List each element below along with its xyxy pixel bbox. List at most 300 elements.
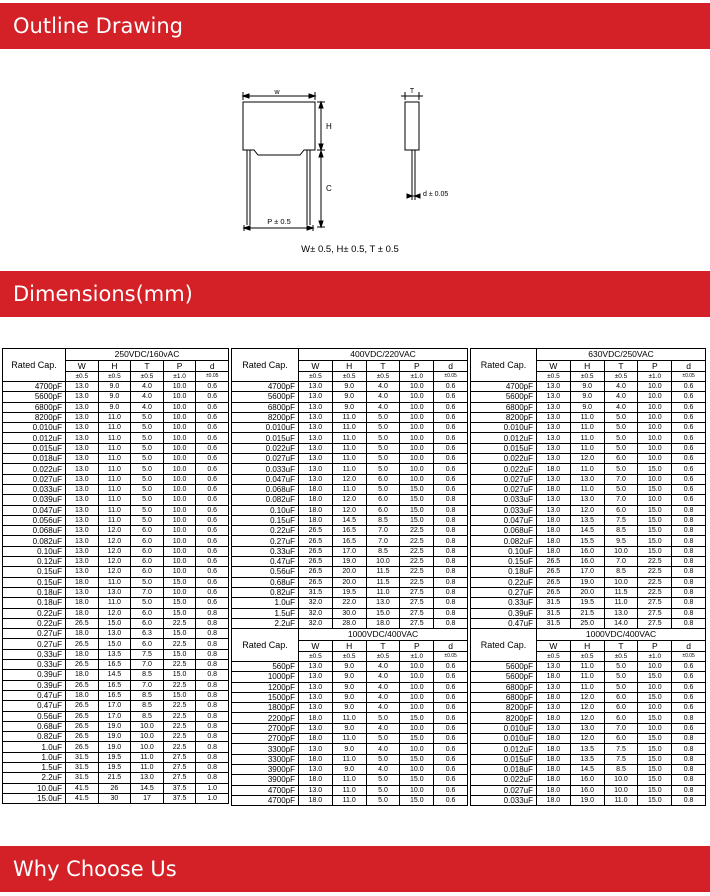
tolerance-cell: ±0.5: [299, 652, 333, 662]
capacitance-cell: 0.047uF: [471, 515, 537, 525]
dimension-cell: 0.6: [434, 474, 468, 484]
table-row: [232, 505, 468, 515]
voltage-header: 250VDC/160vAC: [66, 349, 229, 361]
table-row: [471, 536, 706, 546]
dimension-cell: 11.0: [570, 464, 604, 474]
dimension-cell: 37.5: [163, 783, 196, 793]
dimension-cell: 9.0: [332, 402, 366, 412]
capacitance-cell: 0.082uF: [3, 536, 66, 546]
capacitance-cell: 4700pF: [232, 785, 299, 795]
voltage-header: 1000VDC/400VAC: [299, 629, 468, 641]
dimension-cell: 19.0: [570, 577, 604, 587]
tolerance-cell: ±0.5: [131, 372, 164, 382]
capacitance-cell: 8200pF: [471, 703, 537, 713]
dimension-cell: 0.8: [434, 567, 468, 577]
dimension-cell: 15.0: [366, 608, 400, 618]
table-row: [3, 629, 229, 639]
dimension-cell: 12.0: [98, 546, 131, 556]
dimension-cell: 0.6: [672, 412, 706, 422]
column-header: P: [638, 641, 672, 652]
column-header: d: [672, 361, 706, 372]
dimension-cell: 0.6: [672, 382, 706, 392]
dimension-cell: 12.0: [570, 713, 604, 723]
capacitance-cell: 0.56uF: [232, 567, 299, 577]
dimension-cell: 13.0: [66, 382, 99, 392]
dimension-cell: 13.0: [537, 662, 571, 672]
table-row: [471, 692, 706, 702]
capacitance-cell: 0.39uF: [471, 608, 537, 618]
dimension-cell: 0.8: [196, 742, 229, 752]
table-row: [3, 618, 229, 628]
dimension-cell: 0.8: [196, 711, 229, 721]
dimension-cell: 30: [98, 793, 131, 803]
table-row: [471, 795, 706, 805]
dimension-cell: 18.0: [537, 526, 571, 536]
dimension-cell: 10.0: [400, 764, 434, 774]
dimension-cell: 10.0: [400, 672, 434, 682]
dimension-cell: 12.0: [332, 505, 366, 515]
dimension-cell: 18.0: [366, 618, 400, 628]
dimension-cell: 14.5: [332, 515, 366, 525]
dimension-cell: 13.0: [299, 412, 333, 422]
dimension-cell: 0.8: [196, 670, 229, 680]
dimension-cell: 18.0: [537, 536, 571, 546]
dimension-cell: 0.6: [434, 754, 468, 764]
dimension-cell: 19.0: [98, 732, 131, 742]
dimension-cell: 0.8: [196, 752, 229, 762]
dimension-cell: 0.8: [672, 744, 706, 754]
capacitance-cell: 3900pF: [232, 775, 299, 785]
dimension-cell: 5.0: [604, 484, 638, 494]
dimension-cell: 10.0: [163, 546, 196, 556]
dimension-cell: 4.0: [366, 723, 400, 733]
dimension-cell: 5.0: [366, 412, 400, 422]
dimension-cell: 14.0: [604, 618, 638, 628]
dimension-cell: 10.0: [163, 526, 196, 536]
dimension-cell: 16.0: [570, 546, 604, 556]
dimension-cell: 0.6: [196, 412, 229, 422]
capacitance-cell: 0.010uF: [232, 423, 299, 433]
capacitance-cell: 560pF: [232, 662, 299, 672]
table-row: [232, 744, 468, 754]
dimension-cell: 5.0: [131, 577, 164, 587]
rated-cap-header: Rated Cap.: [3, 349, 66, 382]
dimension-cell: 5.0: [366, 734, 400, 744]
dimension-cell: 15.0: [400, 505, 434, 515]
dimension-cell: 0.6: [434, 464, 468, 474]
table-row: [232, 577, 468, 587]
dimension-cell: 0.6: [196, 474, 229, 484]
dimension-cell: 13.0: [537, 392, 571, 402]
dimension-cell: 9.0: [332, 682, 366, 692]
dimension-cell: 14.5: [131, 783, 164, 793]
capacitance-cell: 8200pF: [471, 713, 537, 723]
dimension-cell: 0.8: [196, 762, 229, 772]
dimension-cell: 13.0: [299, 474, 333, 484]
dimension-cell: 0.8: [434, 505, 468, 515]
dimension-cell: 18.0: [299, 795, 333, 805]
dimension-cell: 15.0: [400, 713, 434, 723]
dimension-cell: 0.6: [672, 402, 706, 412]
dimension-cell: 26: [98, 783, 131, 793]
dimension-cell: 26.5: [66, 639, 99, 649]
dimension-cell: 18.0: [537, 744, 571, 754]
dimension-cell: 11.0: [570, 433, 604, 443]
table-row: [471, 775, 706, 785]
outline-drawing-banner: Outline Drawing: [0, 3, 710, 49]
dimension-cell: 0.6: [196, 433, 229, 443]
table-row: [3, 433, 229, 443]
dimension-cell: 15.0: [638, 795, 672, 805]
dimension-cell: 0.6: [434, 775, 468, 785]
dimension-cell: 5.0: [131, 464, 164, 474]
dimension-cell: 12.0: [98, 557, 131, 567]
table-row: [471, 598, 706, 608]
dimension-cell: 18.0: [299, 775, 333, 785]
dimension-cell: 13.0: [66, 515, 99, 525]
dimension-cell: 13.0: [537, 474, 571, 484]
dimension-cell: 0.6: [196, 382, 229, 392]
capacitance-cell: 1.0uF: [3, 752, 66, 762]
dimension-cell: 10.0: [638, 433, 672, 443]
dimension-cell: 7.0: [604, 495, 638, 505]
dimension-cell: 11.0: [98, 495, 131, 505]
table-row: [232, 515, 468, 525]
dimension-cell: 5.0: [604, 662, 638, 672]
capacitance-cell: 2.2uF: [3, 773, 66, 783]
dimension-cell: 4.0: [604, 382, 638, 392]
dimension-cell: 32.0: [299, 618, 333, 628]
capacitance-cell: 3300pF: [232, 744, 299, 754]
capacitance-cell: 4700pF: [232, 795, 299, 805]
dimension-cell: 0.6: [672, 682, 706, 692]
table-row: [471, 577, 706, 587]
capacitance-cell: 0.022uF: [471, 775, 537, 785]
dimension-cell: 0.8: [434, 515, 468, 525]
capacitance-cell: 15.0uF: [3, 793, 66, 803]
capacitance-cell: 0.15uF: [471, 557, 537, 567]
dimension-cell: 15.0: [638, 536, 672, 546]
capacitance-cell: 0.033uF: [232, 464, 299, 474]
table-row: [471, 546, 706, 556]
dimension-cell: 15.0: [638, 505, 672, 515]
table-row: [232, 703, 468, 713]
dimension-cell: 13.0: [66, 495, 99, 505]
dimension-cell: 5.0: [131, 412, 164, 422]
dimension-cell: 0.6: [196, 598, 229, 608]
dimension-cell: 10.0: [604, 785, 638, 795]
dimension-cell: 6.0: [131, 608, 164, 618]
dimension-cell: 4.0: [366, 744, 400, 754]
dimension-cell: 17.0: [98, 701, 131, 711]
dimension-cell: 10.0: [400, 744, 434, 754]
capacitance-cell: 0.022uF: [3, 464, 66, 474]
dimension-cell: 18.0: [537, 692, 571, 702]
capacitance-cell: 0.33uF: [3, 649, 66, 659]
table-row: [3, 587, 229, 597]
table-row: [232, 713, 468, 723]
dimensions-banner: Dimensions(mm): [0, 271, 710, 317]
dimension-cell: 0.8: [196, 690, 229, 700]
dimension-cell: 10.0: [638, 402, 672, 412]
dimension-cell: 4.0: [131, 402, 164, 412]
capacitance-cell: 0.22uF: [471, 577, 537, 587]
dimension-cell: 13.0: [131, 773, 164, 783]
dimension-cell: 8.5: [366, 515, 400, 525]
capacitance-cell: 0.12uF: [3, 557, 66, 567]
dimension-cell: 0.8: [672, 764, 706, 774]
dimension-cell: 37.5: [163, 793, 196, 803]
capacitance-cell: 6800pF: [471, 692, 537, 702]
capacitance-cell: 4700pF: [3, 382, 66, 392]
dimension-cell: 13.0: [604, 608, 638, 618]
table-row: [471, 412, 706, 422]
dimension-cell: 11.0: [332, 713, 366, 723]
capacitance-cell: 0.010uF: [471, 723, 537, 733]
tolerance-cell: ±0.05: [672, 652, 706, 662]
dimension-cell: 9.0: [332, 744, 366, 754]
table-row: [471, 682, 706, 692]
dimension-cell: 10.0: [604, 546, 638, 556]
dimension-cell: 13.5: [570, 515, 604, 525]
column-header: H: [332, 641, 366, 652]
capacitance-cell: 0.33uF: [232, 546, 299, 556]
dimension-cell: 0.8: [434, 546, 468, 556]
dimension-cell: 11.0: [570, 662, 604, 672]
dimension-cell: 15.0: [98, 618, 131, 628]
capacitance-cell: 0.010uF: [471, 423, 537, 433]
dimension-cell: 19.5: [570, 598, 604, 608]
dimension-cell: 22.5: [400, 526, 434, 536]
dimension-cell: 11.0: [98, 412, 131, 422]
dimension-cell: 0.8: [672, 754, 706, 764]
dimension-cell: 30.0: [332, 608, 366, 618]
capacitance-cell: 6800pF: [471, 402, 537, 412]
dimension-cell: 10.0: [163, 392, 196, 402]
dimension-cell: 10.0: [400, 464, 434, 474]
pitch-label: P ± 0.5: [267, 217, 291, 226]
dimension-cell: 18.0: [299, 713, 333, 723]
capacitance-cell: 8200pF: [471, 412, 537, 422]
tolerance-cell: ±0.05: [434, 652, 468, 662]
capacitance-cell: 1000pF: [232, 672, 299, 682]
capacitance-cell: 0.068uF: [232, 484, 299, 494]
dimension-cell: 11.0: [131, 762, 164, 772]
dimension-cell: 26.5: [299, 577, 333, 587]
dimension-cell: 9.0: [332, 382, 366, 392]
tolerance-cell: ±0.05: [196, 372, 229, 382]
table-row: [471, 392, 706, 402]
dimension-cell: 7.5: [604, 754, 638, 764]
dimension-cell: 0.6: [434, 433, 468, 443]
capacitance-cell: 0.027uF: [471, 785, 537, 795]
dimension-cell: 6.0: [604, 505, 638, 515]
dimension-cell: 4.0: [366, 672, 400, 682]
dimension-cell: 15.0: [638, 744, 672, 754]
dimension-cell: 1.0: [196, 783, 229, 793]
dimension-cell: 10.0: [638, 412, 672, 422]
table-row: [232, 474, 468, 484]
dimension-cell: 26.5: [299, 526, 333, 536]
dimension-cell: 11.0: [570, 672, 604, 682]
dimension-cell: 7.0: [366, 536, 400, 546]
dimension-cell: 13.0: [66, 474, 99, 484]
dimension-cell: 27.5: [163, 752, 196, 762]
dimension-cell: 10.0: [400, 423, 434, 433]
dimension-cell: 7.0: [604, 557, 638, 567]
dimension-cell: 22.5: [163, 742, 196, 752]
dimension-cell: 7.0: [604, 474, 638, 484]
dimension-cell: 5.0: [604, 423, 638, 433]
capacitance-cell: 0.022uF: [471, 454, 537, 464]
tolerance-cell: ±0.5: [332, 652, 366, 662]
capacitance-cell: 5600pF: [232, 392, 299, 402]
capacitance-cell: 0.15uF: [3, 567, 66, 577]
dimension-cell: 19.0: [332, 557, 366, 567]
column-header: P: [638, 361, 672, 372]
dimension-cell: 11.0: [98, 443, 131, 453]
dimension-cell: 13.5: [98, 649, 131, 659]
dimension-cell: 22.5: [638, 567, 672, 577]
capacitance-cell: 0.022uF: [232, 443, 299, 453]
dimension-cell: 0.6: [196, 423, 229, 433]
capacitance-cell: 0.022uF: [471, 464, 537, 474]
dimension-cell: 15.0: [638, 515, 672, 525]
dimension-cell: 13.0: [66, 567, 99, 577]
dimension-cell: 13.0: [66, 484, 99, 494]
dimension-cell: 13.0: [299, 433, 333, 443]
dimension-cell: 8.5: [131, 711, 164, 721]
dimension-cell: 0.6: [196, 495, 229, 505]
column-header: P: [163, 361, 196, 372]
dimension-cell: 10.0: [400, 392, 434, 402]
dimension-cell: 11.0: [366, 587, 400, 597]
dimension-cell: 13.0: [299, 454, 333, 464]
dimension-cell: 13.0: [66, 536, 99, 546]
capacitance-cell: 0.15uF: [232, 515, 299, 525]
dimension-cell: 18.0: [537, 515, 571, 525]
dimension-cell: 11.0: [332, 433, 366, 443]
capacitance-cell: 6800pF: [471, 682, 537, 692]
dimension-cell: 12.0: [98, 608, 131, 618]
table-row: [232, 775, 468, 785]
dimensions-table-1000vdc-b: [470, 628, 706, 806]
dimension-cell: 10.0: [400, 454, 434, 464]
capacitance-cell: 0.33uF: [3, 660, 66, 670]
column-header: W: [66, 361, 99, 372]
capacitance-cell: 8200pF: [3, 412, 66, 422]
tolerance-cell: ±0.5: [299, 372, 333, 382]
dimension-cell: 13.0: [66, 402, 99, 412]
tolerance-cell: ±0.5: [537, 372, 571, 382]
dimension-cell: 0.6: [434, 382, 468, 392]
dimension-cell: 7.0: [131, 660, 164, 670]
dimension-cell: 18.0: [537, 546, 571, 556]
dimension-cell: 10.0: [163, 567, 196, 577]
capacitance-cell: 0.27uF: [3, 629, 66, 639]
table-row: [232, 423, 468, 433]
capacitance-cell: 0.47uF: [3, 690, 66, 700]
capacitance-cell: 6800pF: [3, 402, 66, 412]
table-row: [232, 526, 468, 536]
dimension-cell: 10.0: [400, 703, 434, 713]
dimension-cell: 11.0: [332, 775, 366, 785]
table-row: [3, 392, 229, 402]
dimension-cell: 18.0: [66, 608, 99, 618]
dimension-cell: 0.6: [196, 484, 229, 494]
dimension-cell: 0.6: [672, 433, 706, 443]
dimension-cell: 22.5: [400, 546, 434, 556]
dimension-cell: 0.6: [672, 723, 706, 733]
dimension-cell: 15.0: [638, 464, 672, 474]
capacitance-cell: 0.27uF: [232, 536, 299, 546]
dimension-cell: 10.0: [163, 557, 196, 567]
dimension-cell: 25.0: [570, 618, 604, 628]
dimension-cell: 0.6: [196, 546, 229, 556]
dimension-cell: 15.0: [638, 754, 672, 764]
dimension-cell: 13.0: [537, 454, 571, 464]
dimension-cell: 12.0: [98, 567, 131, 577]
dimension-cell: 5.0: [366, 454, 400, 464]
column-header: T: [366, 361, 400, 372]
table-row: [3, 660, 229, 670]
capacitance-cell: 4700pF: [471, 382, 537, 392]
dimension-cell: 5.0: [366, 795, 400, 805]
capacitance-cell: 5600pF: [3, 392, 66, 402]
dimension-cell: 27.5: [400, 587, 434, 597]
dimension-cell: 0.6: [196, 402, 229, 412]
capacitance-cell: 1200pF: [232, 682, 299, 692]
dimension-cell: 10.0: [163, 382, 196, 392]
dimension-cell: 22.0: [332, 598, 366, 608]
dimension-cell: 12.0: [570, 505, 604, 515]
dimension-cell: 10.0: [638, 423, 672, 433]
dimension-cell: 6.0: [604, 454, 638, 464]
capacitance-cell: 0.18uF: [3, 598, 66, 608]
dimension-cell: 11.0: [570, 423, 604, 433]
dimension-cell: 18.0: [537, 734, 571, 744]
dimension-cell: 18.0: [66, 598, 99, 608]
dimension-cell: 9.0: [332, 723, 366, 733]
dimension-cell: 10.0: [366, 557, 400, 567]
capacitance-cell: 0.068uF: [3, 526, 66, 536]
table-row: [471, 744, 706, 754]
capacitance-cell: 0.012uF: [3, 433, 66, 443]
dimension-cell: 10.0: [638, 723, 672, 733]
capacitance-cell: 0.27uF: [3, 639, 66, 649]
dimension-cell: 5.0: [131, 433, 164, 443]
dimension-cell: 0.8: [434, 495, 468, 505]
dimension-cell: 22.5: [163, 639, 196, 649]
dimension-cell: 11.0: [98, 484, 131, 494]
dimension-cell: 0.8: [434, 618, 468, 628]
dimension-cell: 32.0: [299, 598, 333, 608]
capacitance-cell: 4700pF: [232, 382, 299, 392]
capacitance-cell: 0.033uF: [471, 495, 537, 505]
dimension-cell: 12.0: [570, 734, 604, 744]
dimension-cell: 10.0: [604, 775, 638, 785]
column-header: W: [299, 641, 333, 652]
dimension-cell: 7.0: [366, 526, 400, 536]
dimension-cell: 26.5: [299, 557, 333, 567]
dimension-cell: 6.0: [604, 713, 638, 723]
table-row: [471, 567, 706, 577]
dimension-cell: 0.6: [434, 723, 468, 733]
dimension-cell: 13.0: [66, 505, 99, 515]
capacitance-cell: 1.0uF: [232, 598, 299, 608]
table-row: [471, 734, 706, 744]
dimension-cell: 10.0: [400, 402, 434, 412]
